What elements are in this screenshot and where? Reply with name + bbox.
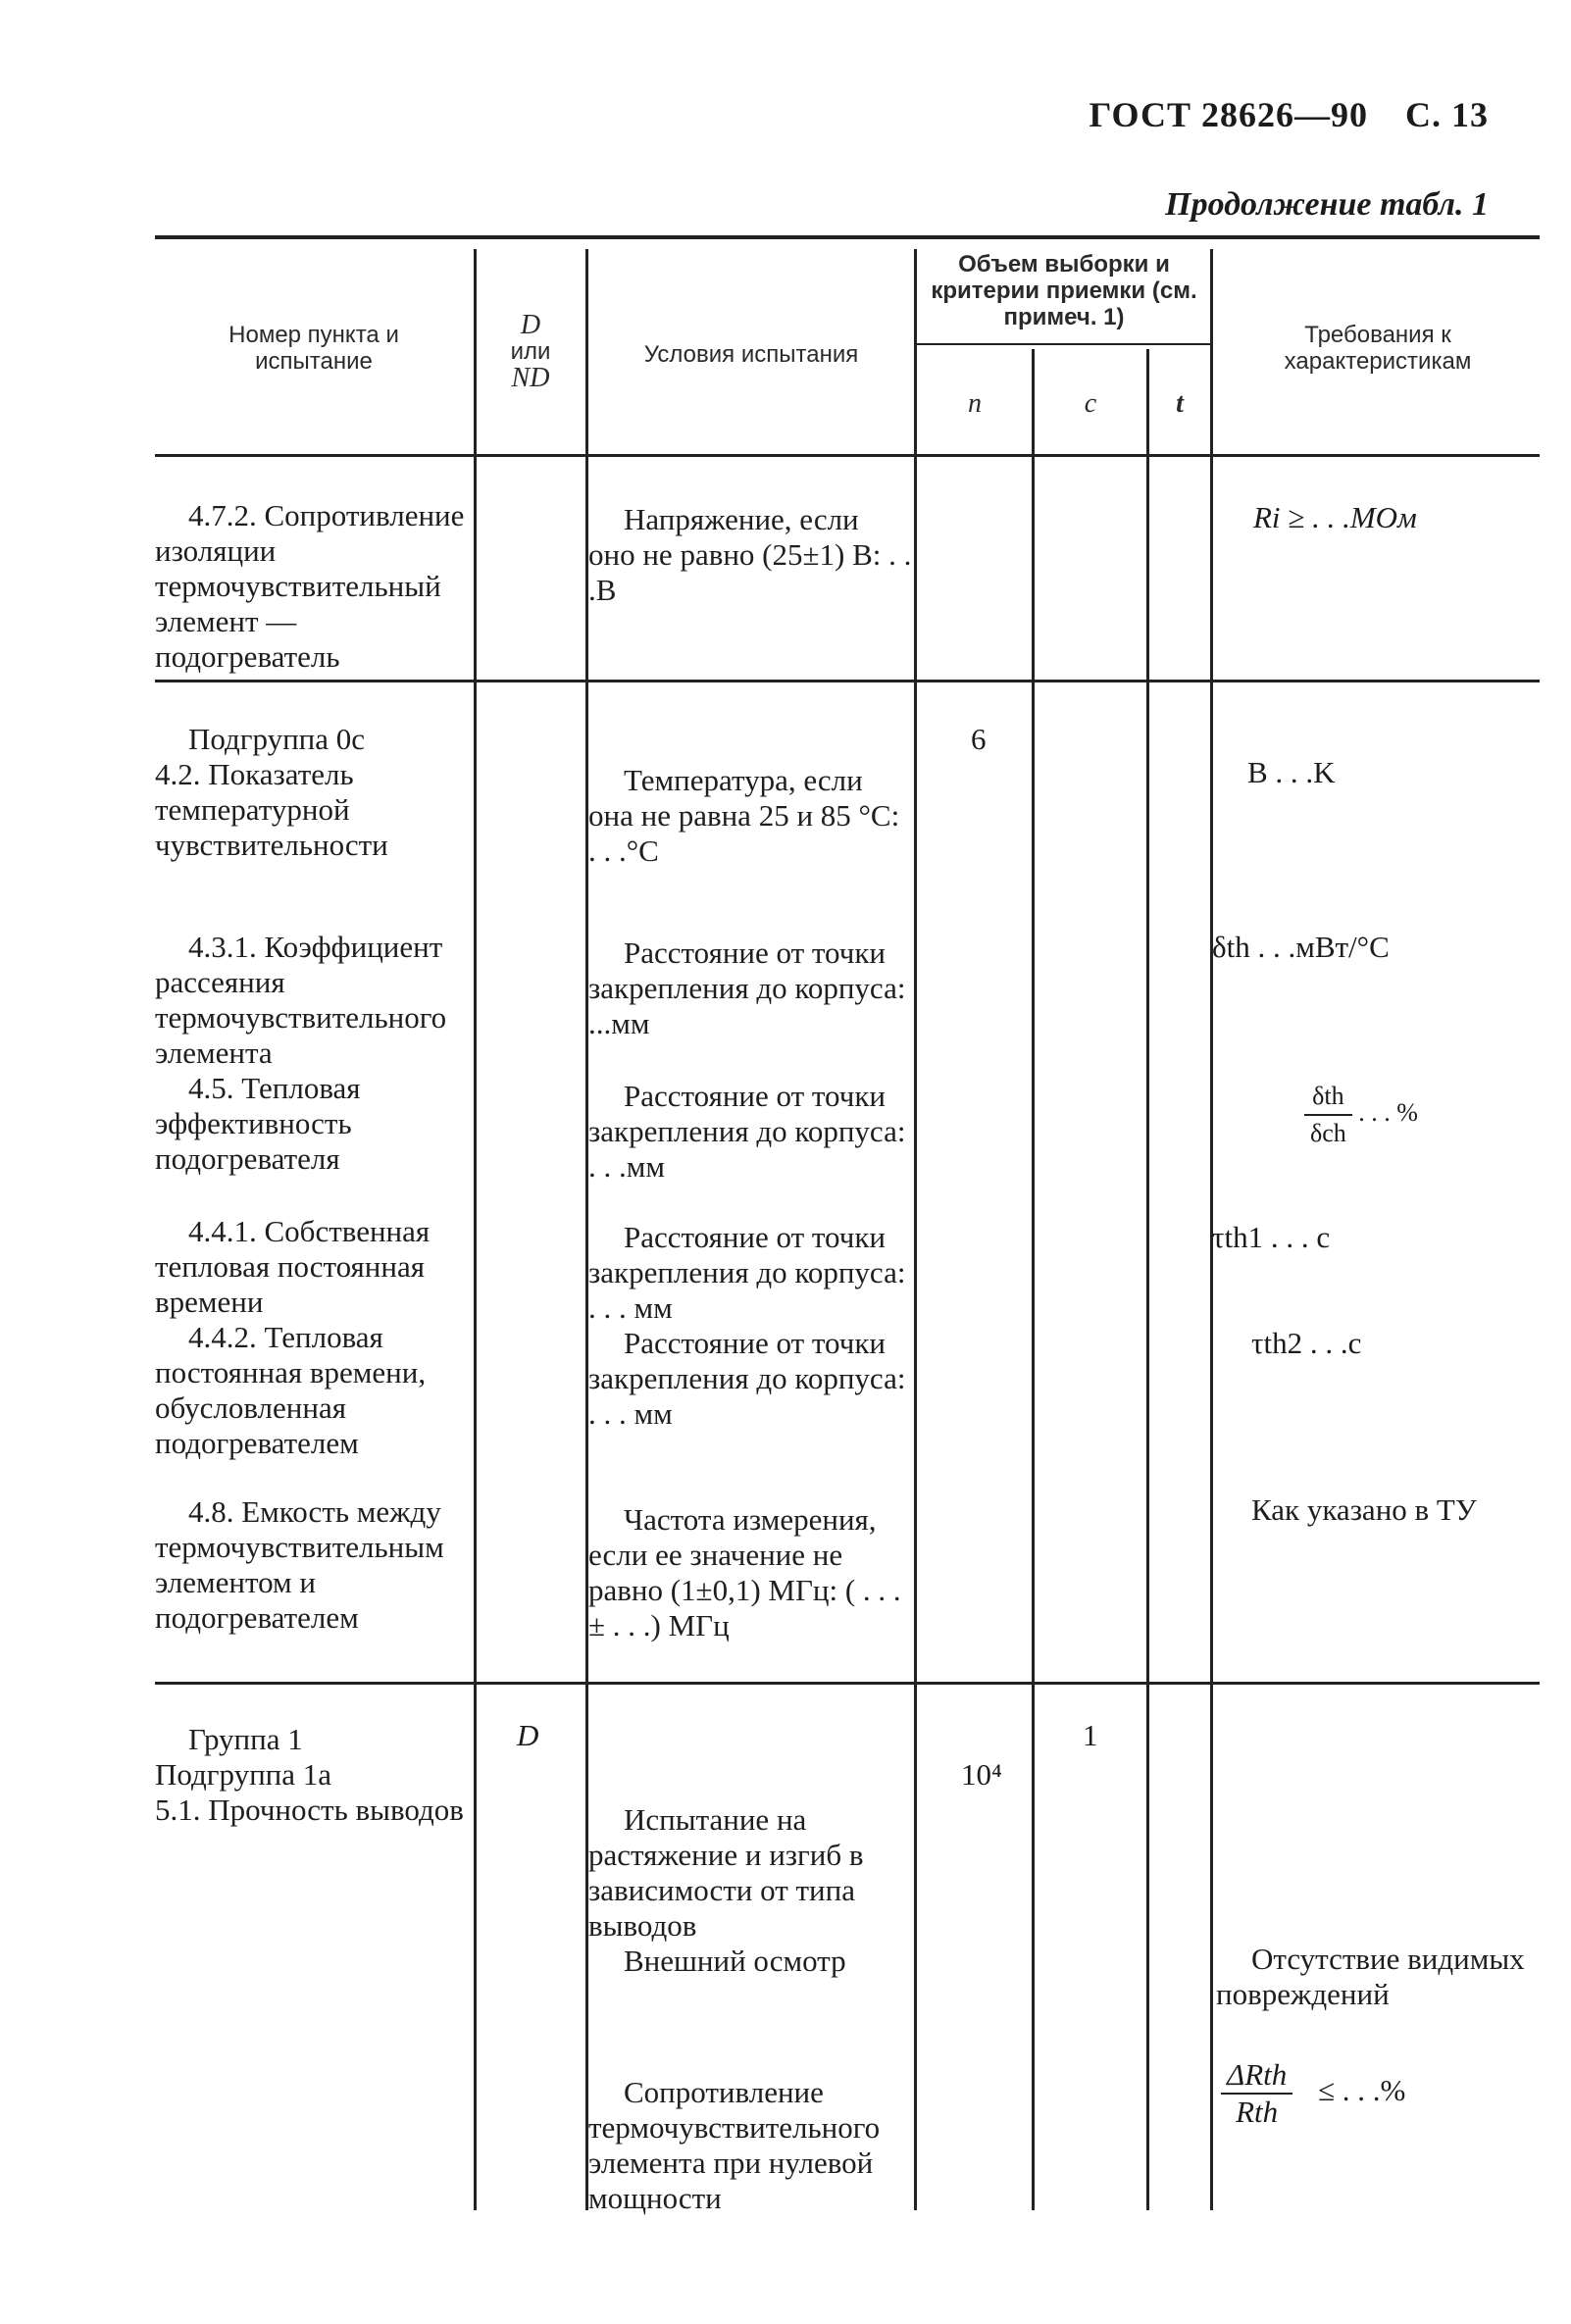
sample-subheader-rule (917, 343, 1211, 345)
row-requirement: $\frac{\text{ΔRth}}{\text{Rth}}$ ≤ . . .% (1221, 2057, 1405, 2130)
row-requirement: τth2 . . .с (1251, 1326, 1362, 1360)
row-sample-c: 1 (1083, 1718, 1098, 1752)
row-conditions: Сопротивление термочувствительного элемента при нулевой мощности (588, 2075, 881, 2215)
page-header (1090, 94, 1489, 135)
header-bottom-rule (155, 454, 1540, 457)
row-conditions: Расстояние от точки закрепления до корпуса: . . . мм (588, 1220, 906, 1325)
row-sample-n: 6 (971, 722, 987, 756)
col-divider-3 (914, 249, 917, 2210)
col-divider-4 (1032, 349, 1035, 2210)
header-requirements: Требования к характеристикам (1284, 322, 1472, 375)
header-n: n (968, 388, 982, 419)
table-top-rule (155, 235, 1540, 239)
header-item: Номер пункта и испытание (228, 322, 399, 375)
efficiency-ratio: $\frac{\text{δth}}{\text{δch}}$ (1304, 1079, 1352, 1151)
row-conditions: Расстояние от точки закрепления до корпуса: ...мм (588, 935, 906, 1040)
col-divider-1 (474, 249, 477, 2210)
header-sample: Объем выборки и критерии приемки (см. примеч. 1) (931, 251, 1197, 330)
row-sample-n: 10⁴ (961, 1757, 1002, 1792)
row-item: 4.8. Емкость между термочувствительным элементом и подогревателем (155, 1494, 444, 1635)
row-conditions: Расстояние от точки закрепления до корпуса: . . . мм (588, 1326, 906, 1431)
resistance-change-ratio: $\frac{\text{ΔRth}}{\text{Rth}}$ (1221, 2057, 1292, 2130)
row-rule-2 (155, 1682, 1540, 1685)
row-requirement: Ri ≥ . . .МОм (1253, 500, 1417, 534)
row-item: Подгруппа 0с 4.2. Показатель температурной чувствительности (155, 722, 388, 862)
row-d-or-nd: D (517, 1718, 539, 1752)
row-conditions: Частота измерения, если ее значение не равно (1±0,1) МГц: ( . . .± . . .) МГц (588, 1502, 901, 1642)
header-d-or-nd: D или ND (510, 310, 551, 393)
row-conditions: Температура, если она не равна 25 и 85 °С: . . .°С (588, 763, 900, 868)
row-item: Группа 1 Подгруппа 1а 5.1. Прочность выводов (155, 1722, 464, 1827)
row-requirement: Отсутствие видимых повреждений (1216, 1942, 1525, 2011)
row-rule-1 (155, 680, 1540, 682)
row-requirement: τth1 . . . с (1212, 1220, 1331, 1254)
row-item: 4.4.1. Собственная тепловая постоянная времени (155, 1214, 431, 1319)
document-number: ГОСТ 28626—90 (1089, 95, 1368, 134)
row-requirement: Как указано в ТУ (1251, 1492, 1477, 1527)
col-divider-5 (1146, 349, 1149, 2210)
row-conditions: Внешний осмотр (624, 1944, 846, 1978)
row-conditions: Испытание на растяжение и изгиб в зависимости от типа выводов (588, 1802, 864, 1943)
row-conditions: Напряжение, если оно не равно (25±1) В: . . .В (588, 502, 912, 607)
row-requirement: δth . . .мВт/°С (1212, 930, 1390, 964)
page-number: С. 13 (1405, 95, 1489, 134)
header-c: c (1084, 388, 1097, 419)
row-requirement: $\frac{\text{δth}}{\text{δch}}$ . . . % (1304, 1079, 1418, 1151)
table-continuation-label: Продолжение табл. 1 (1165, 186, 1489, 223)
row-item: 4.3.1. Коэффициент рассеяния термочувствительного элемента (155, 930, 447, 1070)
header-t: t (1176, 388, 1184, 419)
header-conditions: Условия испытания (643, 341, 859, 368)
row-conditions: Расстояние от точки закрепления до корпуса: . . .мм (588, 1079, 906, 1184)
row-requirement: B . . .K (1247, 755, 1336, 789)
row-item: 4.7.2. Сопротивление изоляции термочувствительный элемент — подогреватель (155, 498, 465, 674)
row-item: 4.5. Тепловая эффективность подогревателя (155, 1071, 361, 1176)
row-item: 4.4.2. Тепловая постоянная времени, обусловленная подогревателем (155, 1320, 427, 1460)
